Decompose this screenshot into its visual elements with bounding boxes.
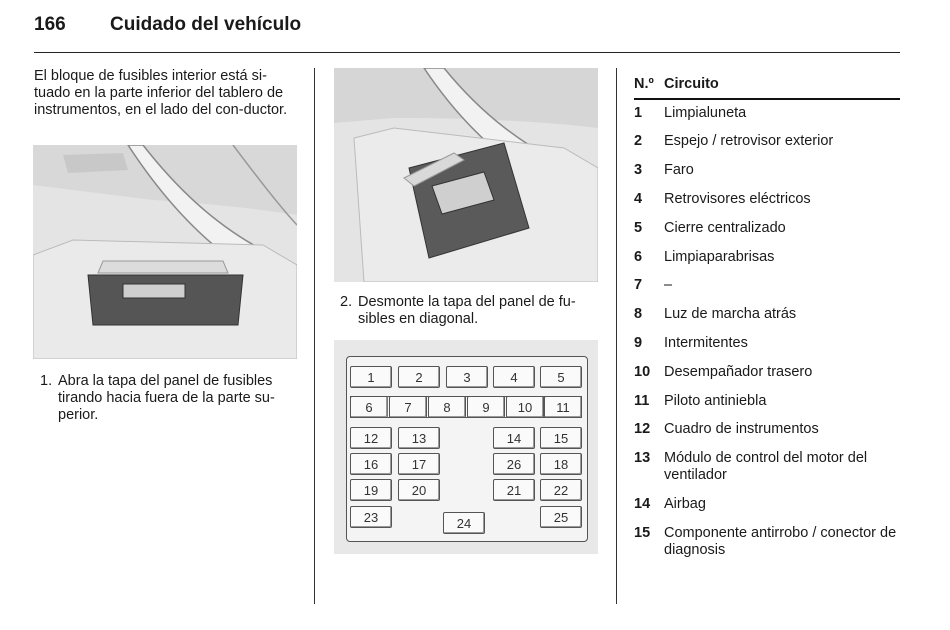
fuse-box-outline: [346, 356, 588, 542]
column-divider-1: [314, 68, 315, 604]
row-circuit: Desempañador trasero: [664, 364, 813, 380]
row-number: 14: [634, 496, 651, 512]
page-title: Cuidado del vehículo: [110, 14, 302, 35]
step-1: [34, 373, 298, 424]
fuse-15: 15: [540, 427, 582, 449]
fuse-12: 12: [350, 427, 392, 449]
fuse-13: 13: [398, 427, 440, 449]
column-1: [34, 68, 298, 119]
row-number: 13: [634, 450, 651, 466]
fuse-16: 16: [350, 453, 392, 475]
fuse-1: 1: [350, 366, 392, 388]
row-number: 10: [634, 364, 651, 380]
fuse-6: 6: [350, 396, 388, 418]
fuse-17: 17: [398, 453, 440, 475]
row-circuit: Intermitentes: [664, 335, 748, 351]
fuse-8: 8: [428, 396, 466, 418]
fuse-14: 14: [493, 427, 535, 449]
row-number: 3: [634, 162, 643, 178]
dashboard-photo-1: [33, 145, 297, 359]
fuse-11: 11: [544, 396, 582, 418]
page-header: [34, 12, 900, 53]
fuse-20: 20: [398, 479, 440, 501]
row-number: 8: [634, 306, 643, 322]
fuse-19: 19: [350, 479, 392, 501]
fuse-box-diagram: [334, 340, 598, 554]
row-circuit: Luz de marcha atrás: [664, 306, 797, 322]
fuse-10: 10: [506, 396, 544, 418]
fuse-2: 2: [398, 366, 440, 388]
row-circuit: Módulo de control del motor del ventilador: [664, 450, 868, 483]
column-divider-2: [616, 68, 617, 604]
intro-paragraph: El bloque de fusibles interior está si-tuado en la parte inferior del tablero de instrumentos, en el lado del con-ductor.: [34, 68, 288, 118]
header-number: N.º: [634, 76, 654, 92]
step-1-text: Abra la tapa del panel de fusibles tirando hacia fuera de la parte su-perior.: [58, 373, 275, 423]
fuse-7: 7: [389, 396, 427, 418]
step-2-number: 2.: [340, 294, 353, 310]
row-circuit: Cuadro de instrumentos: [664, 421, 819, 437]
row-circuit: Limpiaparabrisas: [664, 249, 775, 265]
dashboard-photo-2: [334, 68, 598, 282]
fuse-25: 25: [540, 506, 582, 528]
row-circuit: Retrovisores eléctricos: [664, 191, 811, 207]
row-circuit: Espejo / retrovisor exterior: [664, 133, 834, 149]
row-circuit: Componente antirrobo / conector de diagnosis: [664, 525, 897, 558]
step-1-number: 1.: [40, 373, 53, 389]
dashboard-illustration-1: [33, 145, 297, 359]
row-circuit: –: [664, 277, 673, 293]
circuit-table: [634, 68, 900, 588]
row-number: 9: [634, 335, 643, 351]
row-circuit: Airbag: [664, 496, 706, 512]
page-number: 166: [34, 14, 66, 35]
table-header: [634, 74, 900, 100]
row-circuit: Limpialuneta: [664, 105, 747, 121]
row-number: 15: [634, 525, 651, 541]
step-2: [334, 294, 598, 328]
row-circuit: Faro: [664, 162, 694, 178]
step-2-text: Desmonte la tapa del panel de fu-sibles en diagonal.: [358, 294, 576, 327]
fuse-21: 21: [493, 479, 535, 501]
row-number: 11: [634, 393, 650, 409]
fuse-24: 24: [443, 512, 485, 534]
fuse-5: 5: [540, 366, 582, 388]
row-number: 6: [634, 249, 643, 265]
fuse-18: 18: [540, 453, 582, 475]
row-number: 2: [634, 133, 643, 149]
dashboard-illustration-2: [334, 68, 598, 282]
row-number: 4: [634, 191, 643, 207]
row-circuit: Piloto antiniebla: [664, 393, 767, 409]
fuse-22: 22: [540, 479, 582, 501]
row-circuit: Cierre centralizado: [664, 220, 786, 236]
fuse-3: 3: [446, 366, 488, 388]
row-number: 12: [634, 421, 651, 437]
header-circuit: Circuito: [664, 76, 719, 92]
fuse-26: 26: [493, 453, 535, 475]
fuse-23: 23: [350, 506, 392, 528]
fuse-9: 9: [467, 396, 505, 418]
row-number: 5: [634, 220, 643, 236]
fuse-4: 4: [493, 366, 535, 388]
row-number: 7: [634, 277, 643, 293]
row-number: 1: [634, 105, 643, 121]
